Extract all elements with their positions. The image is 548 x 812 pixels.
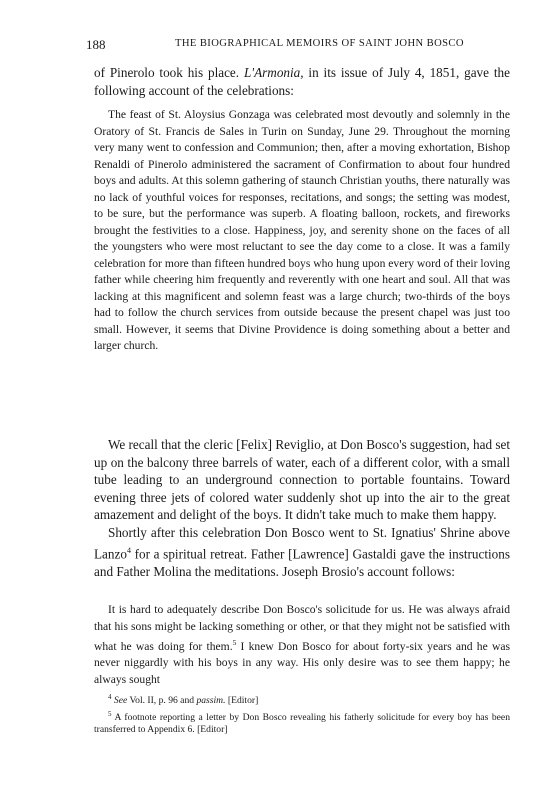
brosio-quotation: [94, 602, 510, 688]
lanzo-text-start: Shortly after this celebration Don Bosco went to St. Ignatius' Shrine above Lanzo: [94, 524, 510, 561]
footnote-number: 4: [108, 693, 112, 701]
intro-block: [94, 64, 510, 99]
footnote-ref-5[interactable]: 5: [232, 638, 237, 647]
quote-block-2: [94, 602, 510, 688]
brosio-text-start: It is hard to adequately describe Don Bosco's solicitude for us. He was always afraid that his sons might be lacking something or other, or that they might not be satisfied with what he was doing for them.: [94, 603, 510, 653]
footnote-number: 5: [108, 709, 112, 718]
armonia-quotation: The feast of St. Aloysius Gonzaga was celebrated most devoutly and solemnly in the Oratory of St. Francis de Sales in Turin on Sunday, June 29. Throughout the morning very many went to confession and Communion; then, after a moving exhortation, Bishop Renaldi of Pinerolo administered the sacrament of Confirmation to about four hundred boys and adults. At this solemn gathering of staunch Christian youths, there naturally was no lack of youthful voices for responses, recitations, and songs; the setting was modest, to be sure, but the performance was superb. A floating balloon, rockets, and fireworks brought the festivities to a close. Happiness, joy, and serenity shone on the faces of all the youngsters who were most reluctant to see the day come to a close. It was a family celebration for more than fifteen hundred boys who hung upon every word of their loving father while cheering him frequently and reverently with one heart and soul. All that was lacking at this magnificent and solemn feast was a large church; two-thirds of the boys had to follow the church services from outside because the present chapel was just too small. However, it seems that Divine Providence is doing something about a better and larger church.: [94, 108, 510, 352]
intro-text-start: of Pinerolo took his place.: [94, 65, 244, 80]
footnote-4: [94, 691, 510, 708]
page-header: [86, 37, 510, 55]
periodical-title: L'Armonia,: [243, 65, 304, 80]
footnote-text-end: [Editor]: [225, 695, 259, 707]
footnotes: [94, 691, 510, 737]
reviglio-paragraph: We recall that the cleric [Felix] Reviglio, at Don Bosco's suggestion, had set up on the balcony three barrels of water, each of a different color, with a small tube leading to an underground connection to portable fountains. Toward evening three jets of colored water suddenly shot up into the air to the great amazement and delight of the boys. It didn't take much to make them happy.: [94, 437, 510, 523]
running-title: THE BIOGRAPHICAL MEMOIRS OF SAINT JOHN BOSCO: [175, 38, 464, 49]
footnote-ref-4[interactable]: 4: [126, 545, 131, 555]
footnote-text: Vol. II, p. 96 and: [127, 695, 197, 707]
brosio-text-end: I knew Don Bosco for about forty-six years and he was never niggardly with his boys in any way. His only desire was to see them happy; he always sought: [94, 639, 510, 686]
page-number: 188: [86, 37, 106, 52]
intro-paragraph: [94, 64, 510, 99]
main-text-block: [94, 436, 510, 580]
lanzo-paragraph: [94, 524, 510, 580]
footnote-5: [94, 708, 510, 737]
intro-text-end: in its issue of July 4, 1851, gave the following account of the celebrations:: [94, 65, 510, 98]
footnote-passim: passim.: [196, 695, 226, 707]
lanzo-text-end: for a spiritual retreat. Father [Lawrence] Gastaldi gave the instructions and Father Molina the meditations. Joseph Brosio's account follows:: [94, 545, 510, 579]
footnote-see: See: [113, 695, 128, 707]
footnote-text: A footnote reporting a letter by Don Bosco revealing his fatherly solicitude for every boy has been transferred to Appendix 6. [Editor]: [94, 711, 510, 736]
quote-block-1: [94, 107, 510, 355]
